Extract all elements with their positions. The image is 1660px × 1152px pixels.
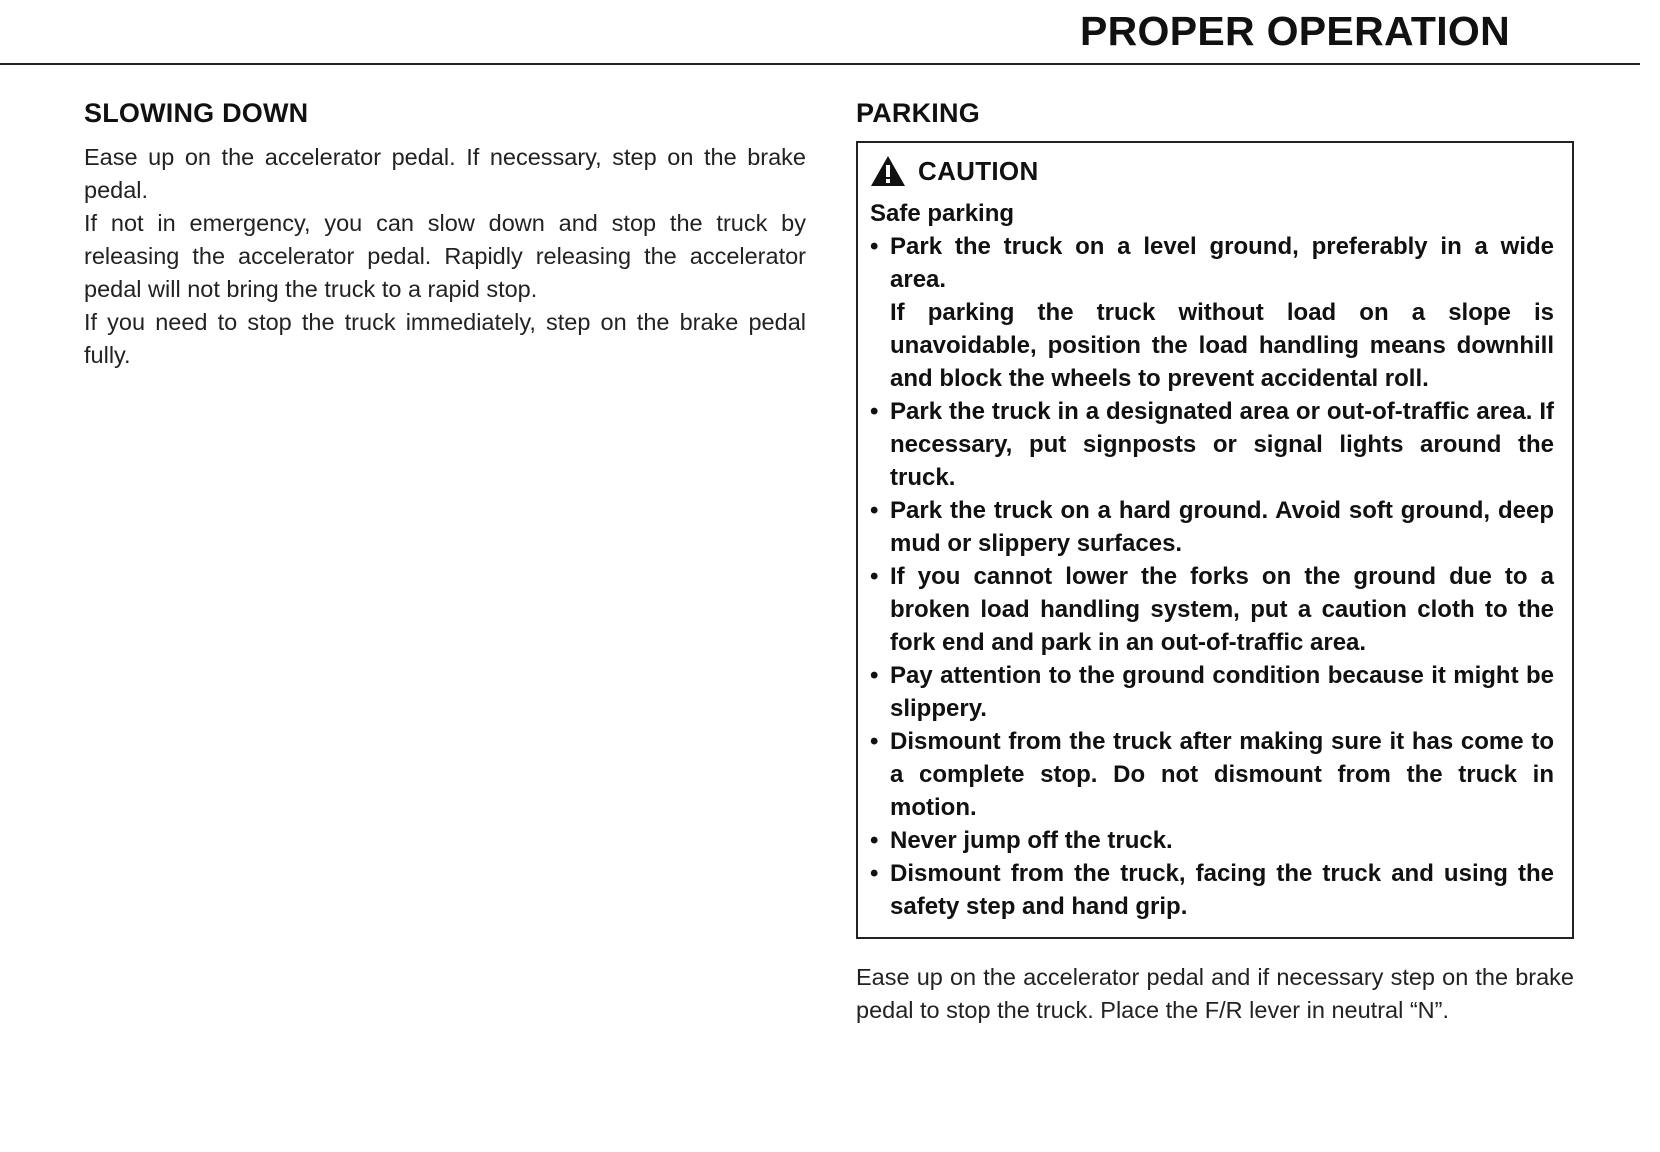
caution-list-item: • Park the truck in a designated area or out-of-traffic area. If necessary, put signposts or signal lights around the truck. <box>870 395 1554 494</box>
slowing-paragraph: Ease up on the accelerator pedal. If necessary, step on the brake pedal. <box>84 144 806 203</box>
slowing-down-section <box>84 98 806 372</box>
slowing-paragraph: If not in emergency, you can slow down and stop the truck by releasing the accelerator pedal. Rapidly releasing the accelerator pedal will not bring the truck to a rapid stop. <box>84 210 806 302</box>
parking-heading: PARKING <box>856 98 980 128</box>
caution-list-item: • Park the truck on a hard ground. Avoid soft ground, deep mud or slippery surfaces. <box>870 494 1554 560</box>
caution-list-item: • Pay attention to the ground condition because it might be slippery. <box>870 659 1554 725</box>
caution-list-item: • Never jump off the truck. <box>870 824 1554 857</box>
page-header-title: PROPER OPERATION <box>1079 8 1510 54</box>
caution-list-item: • If you cannot lower the forks on the ground due to a broken load handling system, put a caution cloth to the fork end and park in an out-of-traffic area. <box>870 560 1554 659</box>
caution-list-item <box>870 230 1554 395</box>
caution-label: CAUTION <box>918 155 1039 186</box>
slowing-down-heading: SLOWING DOWN <box>84 98 309 128</box>
caution-list <box>870 230 1554 923</box>
warning-triangle-icon <box>870 155 906 187</box>
caution-subtitle: Safe parking <box>870 200 1015 227</box>
caution-list-item: • Dismount from the truck, facing the truck and using the safety step and hand grip. <box>870 857 1554 923</box>
caution-item-text: Park the truck on a level ground, preferably in a wide area. <box>890 233 1554 293</box>
caution-list-item: • Dismount from the truck after making sure it has come to a complete stop. Do not dismount from the truck in motion. <box>870 725 1554 824</box>
caution-box <box>856 141 1574 939</box>
caution-header <box>870 155 1554 187</box>
parking-instruction: Ease up on the accelerator pedal and if necessary step on the brake pedal to stop the truck. Place the F/R lever in neutral “N”. <box>856 964 1574 1023</box>
header-divider <box>0 63 1640 65</box>
slowing-paragraph: If you need to stop the truck immediately, step on the brake pedal fully. <box>84 309 806 368</box>
parking-section <box>856 98 1574 1027</box>
caution-item-text: If parking the truck without load on a slope is unavoidable, position the load handling means downhill and block the wheels to prevent accidental roll. <box>890 299 1554 392</box>
